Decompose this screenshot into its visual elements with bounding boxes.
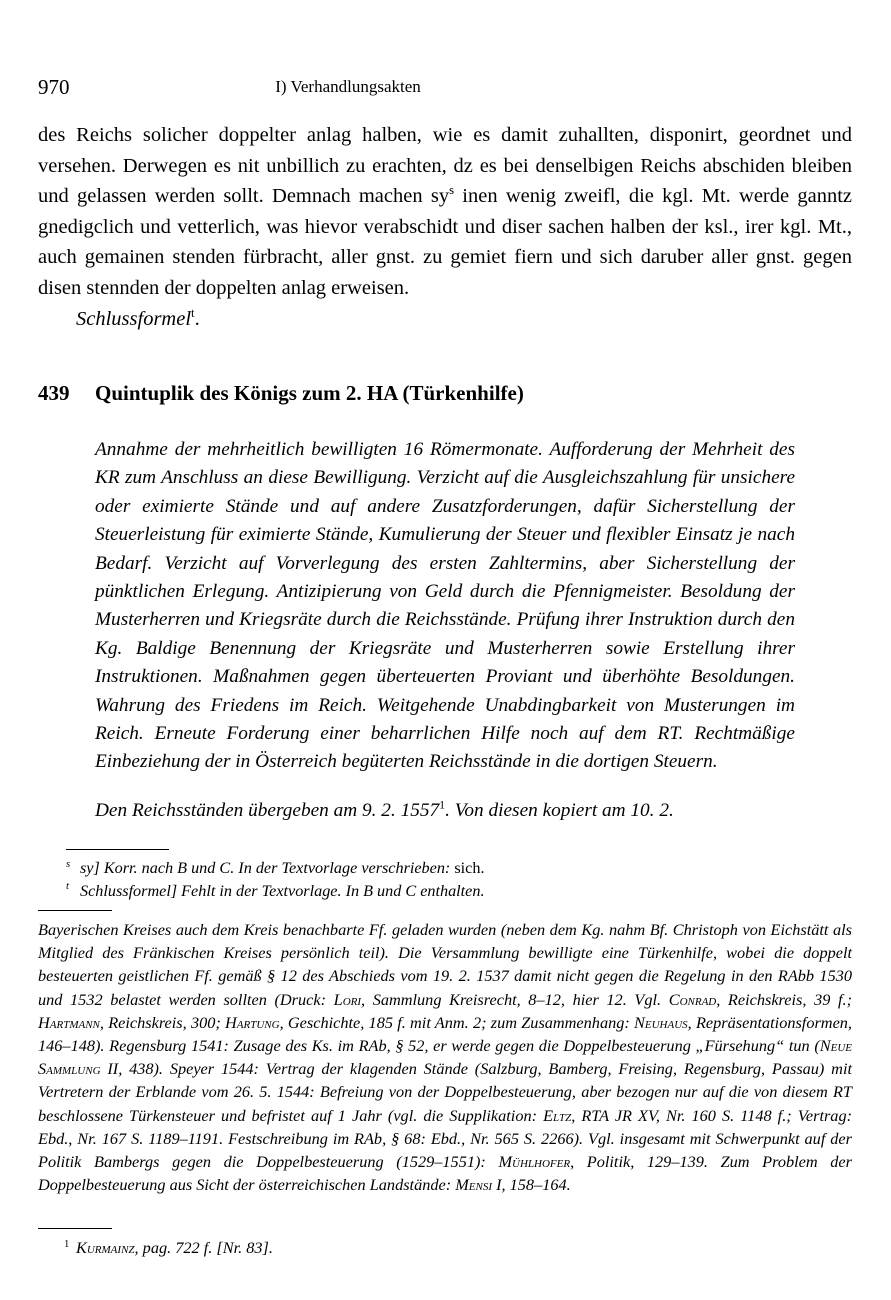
- running-head-title: I) Verhandlungsakten: [275, 77, 421, 96]
- footnote-author-hartmann: Hartmann: [38, 1012, 100, 1032]
- footnote-continued-text: [38, 918, 852, 1196]
- footnote-seg-08: , RTA JR XV, Nr. 160 S. 1148 f.; Vertrag: Ebd., Nr. 167 S. 1189–1191. Festschreibung im RAb, § 68: Ebd., Nr. 565 S. 2266). Vgl. insgesamt mit Schwerpunkt auf der Politik Bambergs gegen die Doppelbesteuerung (1529–1551):: [38, 1105, 853, 1172]
- apparatus-note-lemma: sy]: [80, 859, 100, 877]
- footnote-continued-block: [38, 918, 852, 1196]
- apparatus-note: t Schlussformel] Fehlt in der Textvorlage. In B und C enthalten.: [66, 880, 485, 900]
- footnote-seg-06: , Repräsentationsformen, 146–148). Regensburg 1541: Zusage des Ks. im RAb, § 52, er werde gegen die Doppelbesteuerung „Fürsehung“ tun (: [38, 1012, 853, 1056]
- apparatus-separator-rule: [66, 849, 169, 850]
- footnote-seg-09: , Politik, 129–139. Zum Problem der Doppelbesteuerung aus Sicht der österreichischen Landstände:: [38, 1152, 852, 1195]
- footnote-author-conrad: Conrad: [668, 989, 717, 1009]
- abstract-block: [95, 436, 795, 825]
- provenance-before: Den Reichsständen übergeben am 9. 2. 1557: [95, 799, 440, 821]
- apparatus-note-variant: sich.: [450, 859, 485, 877]
- footnote-separator-rule-2: [38, 1228, 112, 1229]
- section-title: Quintuplik des Königs zum 2. HA (Türkenhilfe): [95, 381, 524, 405]
- apparatus-ref-t: t: [191, 305, 195, 320]
- footnote-author-mensi: Mensi: [455, 1175, 493, 1195]
- abstract-summary: Annahme der mehrheitlich bewilligten 16 Römermonate. Aufforderung der Mehrheit des KR zum Anschluss an diese Bewilligung. Verzicht auf die Ausgleichszahlung für unsichere oder eximierte Stände und auf andere Zusatzforderungen, dafür Sicherstellung der Steuerleistung für eximierte Stände, Kumulierung der Steuer und flexibler Einsatz je nach Bedarf. Verzicht auf Vorverlegung des ersten Zahltermins, aber Sicherstellung der pünktlichen Erlegung. Antizipierung von Geld durch die Pfennigmeister. Besoldung der Musterherren und Kriegsräte durch die Reichsstände. Prüfung ihrer Instruktion durch den Kg. Baldige Benennung der Kriegsräte und Musterherren sowie Erstellung ihrer Instruktionen. Maßnahmen gegen überteuerten Proviant und überhöhte Besoldungen. Wahrung des Friedens im Reich. Weitgehende Unabdingbarkeit von Musterungen im Reich. Erneute Forderung einer beharrlichen Hilfe noch auf dem RT. Rechtmäßige Einbeziehung der in Österreich begüterten Reichsstände in die dortigen Steuern.: [95, 439, 795, 773]
- footnote-numbered-block: [38, 1236, 852, 1259]
- closing-formula-period: .: [194, 307, 200, 330]
- apparatus-note: s sy] Korr. nach B und C. In der Textvorlage verschrieben: sich.: [66, 857, 485, 877]
- footnote-seg-05: , Geschichte, 185 f. mit Anm. 2; zum Zusammenhang:: [279, 1012, 635, 1032]
- footnote-author-neuhaus: Neuhaus: [634, 1012, 688, 1032]
- footnote-seg-03: , Reichskreis, 39 f.;: [716, 989, 852, 1009]
- footnote-numbered-text: , pag. 722 f. [Nr. 83].: [134, 1238, 273, 1257]
- section-number: 439: [38, 381, 70, 405]
- apparatus-ref-s: s: [449, 183, 455, 198]
- footnote-numbered-item: 1 Kurmainz, pag. 722 f. [Nr. 83].: [64, 1237, 273, 1257]
- footnote-seg-02: , Sammlung Kreisrecht, 8–12, hier 12. Vgl.: [361, 989, 669, 1009]
- body-paragraph: [38, 120, 852, 304]
- body-paragraph-part2: inen wenig zweifl, die kgl. Mt. werde ganntz gnedigclich und vetterlich, was hievor verabschidt und diser sachen halben der ksl., irer kgl. Mt., auch gemainen stenden fürbracht, aller gnst. zu gemiet fiern und sich daruber aller gnst. gegen disen stennden der doppelten anlag erweisen.: [38, 185, 853, 299]
- footnote-author-muehlhofer: Mühlhofer: [498, 1152, 571, 1172]
- closing-formula-line: [38, 304, 852, 335]
- footnote-author-eltz: Eltz: [543, 1105, 572, 1125]
- apparatus-note-text: Korr. nach B und C. In der Textvorlage verschrieben:: [99, 859, 451, 877]
- footnote-seg-07: II, 438). Speyer 1544: Vertrag der klagenden Stände (Salzburg, Bamberg, Freising, Regensburg, Passau) mit Vertretern der Erblande vom 26. 5. 1544: Befreiung von der Doppelbesteuerung, aber bezogen nur auf die von diesem RT beschlossene Türkensteuer und befristet auf 1 Jahr (vgl. die Supplikation:: [38, 1059, 852, 1125]
- footnote-ref-1: 1: [439, 797, 446, 812]
- page-number: 970: [38, 75, 70, 99]
- abstract-provenance: [95, 797, 795, 825]
- apparatus-block: [66, 857, 852, 902]
- closing-formula-label: Schlussformel: [76, 307, 192, 330]
- footnote-author-lori: Lori: [333, 989, 362, 1009]
- footnote-separator-rule: [38, 910, 112, 911]
- apparatus-note-lemma: Schlussformel]: [80, 881, 178, 900]
- footnote-author-hartung: Hartung: [225, 1012, 280, 1032]
- footnote-seg-04: , Reichskreis, 300;: [99, 1012, 226, 1032]
- footnote-source-kurmainz: Kurmainz: [76, 1238, 135, 1257]
- running-head: [38, 74, 852, 100]
- apparatus-note-text: Fehlt in der Textvorlage. In B und C enthalten.: [177, 881, 485, 900]
- footnote-seg-01: Bayerischen Kreises auch dem Kreis benachbarte Ff. geladen wurden (neben dem Kg. nahm Bf. Christoph von Eichstätt als Mitglied des Fränkischen Kreises persönlich teil). Die Versammlung bewilligte eine Türkenhilfe, wobei die doppelt besteuerten geistlichen Ff. gemäß § 12 des Abschieds vom 19. 2. 1537 damit nicht gegen die Regelung in den RAbb 1530 und 1532 belastet werden sollten (Druck:: [38, 920, 852, 1009]
- body-paragraph-part1: des Reichs solicher doppelter anlag halben, wie es damit zuhallten, disponirt, geordnet und versehen. Derwegen es nit unbillich zu erachten, dz es bei denselbigen Reichs abschiden bleiben und gelassen werden sollt. Demnach machen sy: [38, 124, 852, 208]
- footnote-source-neue-sammlung: Neue Sammlung: [38, 1036, 852, 1079]
- footnote-seg-10: I, 158–164.: [492, 1175, 571, 1195]
- body-text-block: [38, 120, 852, 334]
- provenance-after: . Von diesen kopiert am 10. 2.: [445, 799, 674, 821]
- section-heading: [38, 379, 852, 407]
